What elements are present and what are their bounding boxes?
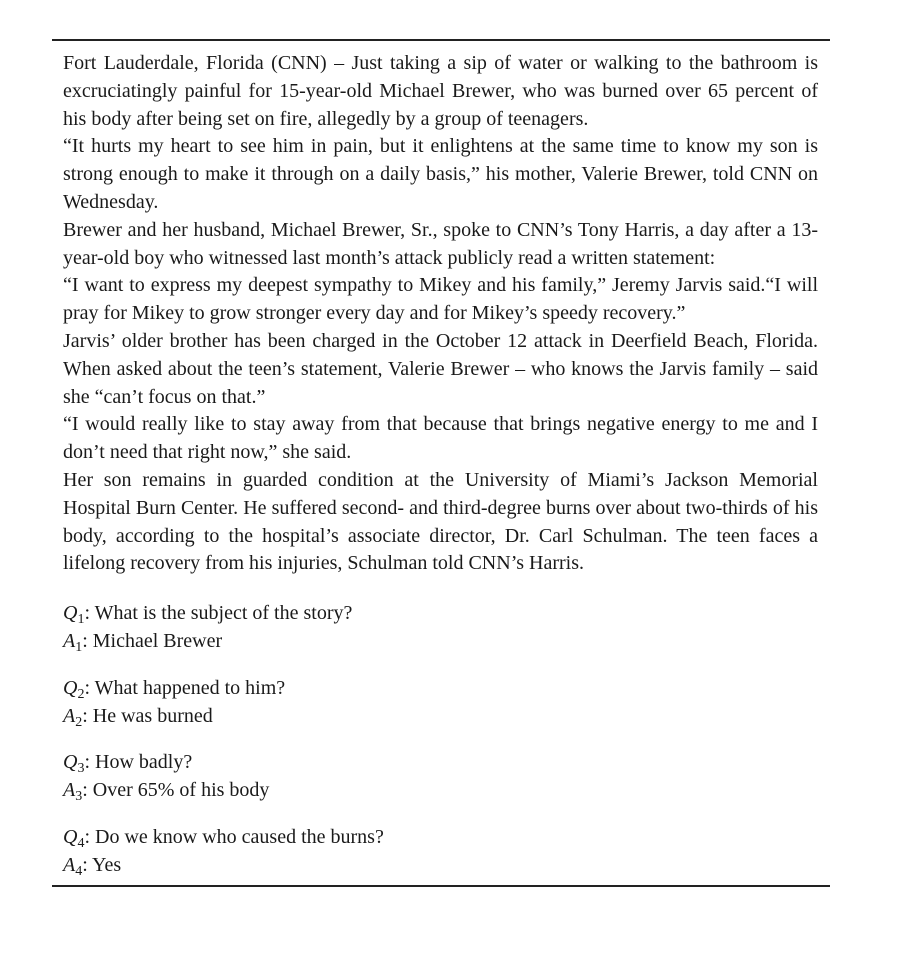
question-label: Q — [63, 676, 78, 699]
qa-pair-4 — [63, 824, 818, 880]
answer-label: A — [63, 704, 76, 727]
passage-paragraph-2: “It hurts my heart to see him in pain, but it enlightens at the same time to know my son is strong enough to make it through on a daily basis,” his mother, Valerie Brewer, told CNN on Wednesday. — [63, 135, 818, 213]
question-index: 4 — [77, 835, 85, 851]
story-passage — [63, 50, 818, 578]
answer-index: 3 — [75, 789, 83, 805]
answer-4 — [63, 852, 818, 880]
answer-1 — [63, 628, 818, 656]
example-figure — [52, 39, 830, 887]
question-1 — [63, 600, 818, 628]
question-text: : What happened to him? — [84, 676, 286, 699]
question-label: Q — [63, 602, 78, 625]
qa-pair-1 — [63, 600, 818, 656]
answer-index: 2 — [75, 714, 83, 730]
figure-content — [52, 41, 830, 885]
answer-text: : Yes — [82, 853, 122, 876]
answer-index: 4 — [75, 863, 83, 879]
answer-text: : Over 65% of his body — [82, 779, 270, 802]
answer-2 — [63, 703, 818, 731]
answer-3 — [63, 777, 818, 805]
passage-paragraph-5: Jarvis’ older brother has been charged in the October 12 attack in Deerfield Beach, Florida. When asked about the teen’s statement, Valerie Brewer – who knows the Jarvis family – said she “can’t focus on that.” — [63, 329, 818, 408]
qa-pair-3 — [63, 749, 818, 805]
passage-paragraph-4: “I want to express my deepest sympathy to Mikey and his family,” Jeremy Jarvis said.“I will pray for Mikey to grow stronger every day and for Mikey’s speedy recovery.” — [63, 274, 818, 325]
passage-paragraph-7: Her son remains in guarded condition at the University of Miami’s Jackson Memorial Hospital Burn Center. He suffered second- and third-degree burns over about two-thirds of his body, according to the hospital’s associate director, Dr. Carl Schulman. The teen faces a lifelong recovery from his injuries, Schulman told CNN’s Harris. — [63, 468, 818, 575]
answer-index: 1 — [75, 639, 83, 655]
answer-text: : Michael Brewer — [82, 629, 223, 652]
question-index: 2 — [77, 686, 85, 702]
question-index: 3 — [77, 761, 85, 777]
question-4 — [63, 824, 818, 852]
question-3 — [63, 749, 818, 777]
answer-label: A — [63, 779, 76, 802]
qa-list — [63, 600, 818, 884]
passage-paragraph-1: Fort Lauderdale, Florida (CNN) – Just taking a sip of water or walking to the bathroom is excruciatingly painful for 15-year-old Michael Brewer, who was burned over 65 percent of his body after being set on fire, allegedly by a group of teenagers. — [63, 52, 818, 130]
question-text: : How badly? — [84, 751, 193, 774]
question-text: : Do we know who caused the burns? — [84, 825, 384, 848]
question-label: Q — [63, 825, 78, 848]
bottom-rule — [52, 885, 830, 887]
answer-label: A — [63, 629, 76, 652]
question-text: : What is the subject of the story? — [84, 602, 353, 625]
passage-paragraph-3: Brewer and her husband, Michael Brewer, Sr., spoke to CNN’s Tony Harris, a day after a 13-year-old boy who witnessed last month’s attack publicly read a written statement: — [63, 218, 818, 269]
question-index: 1 — [77, 612, 85, 628]
question-label: Q — [63, 751, 78, 774]
question-2 — [63, 675, 818, 703]
answer-text: : He was burned — [82, 704, 213, 727]
qa-pair-2 — [63, 675, 818, 731]
passage-paragraph-6: “I would really like to stay away from that because that brings negative energy to me and I don’t need that right now,” she said. — [63, 413, 818, 464]
answer-label: A — [63, 853, 76, 876]
